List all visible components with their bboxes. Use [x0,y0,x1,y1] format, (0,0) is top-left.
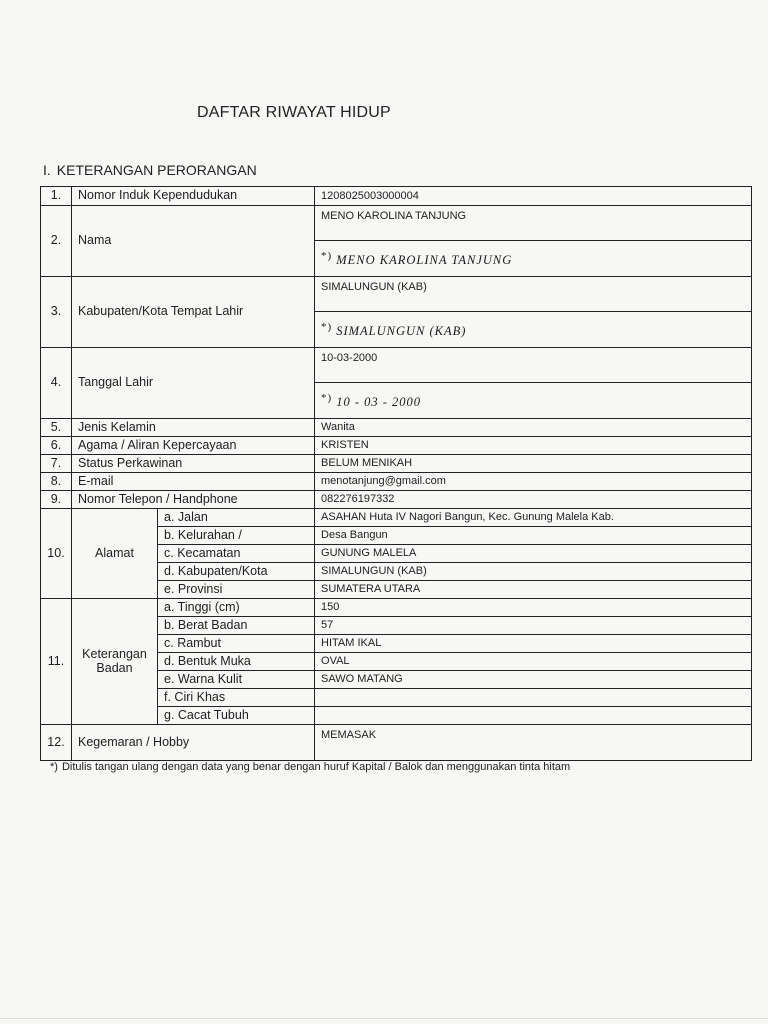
field-value-nama: MENO KAROLINA TANJUNG [315,206,752,241]
field-label: Status Perkawinan [72,455,315,473]
field-label: Nomor Induk Kependudukan [72,187,315,206]
table-row [41,419,752,437]
section-number: I. [43,162,51,178]
row-number: 11. [41,599,72,725]
table-row [41,437,752,455]
row-number: 4. [41,348,72,419]
table-row [41,725,752,761]
row-number: 2. [41,206,72,277]
subfield-label: b. Kelurahan / [158,527,315,545]
subfield-label: c. Kecamatan [158,545,315,563]
field-value-agama: KRISTEN [315,437,752,455]
subfield-label: d. Kabupaten/Kota [158,563,315,581]
subfield-value: ASAHAN Huta IV Nagori Bangun, Kec. Gunung Malela Kab. [315,509,752,527]
subfield-label: f. Ciri Khas [158,689,315,707]
subfield-label: g. Cacat Tubuh [158,707,315,725]
subfield-value: OVAL [315,653,752,671]
subfield-label: e. Provinsi [158,581,315,599]
row-number: 6. [41,437,72,455]
footnote: *) Ditulis tangan ulang dengan data yang benar dengan huruf Kapital / Balok dan menggunakan tinta hitam [50,761,571,773]
handwritten-tanggal-lahir: *) 10 - 03 - 2000 [315,383,752,419]
subfield-value [315,707,752,725]
document-title: DAFTAR RIWAYAT HIDUP [197,104,391,121]
subfield-value [315,689,752,707]
field-value-tempat-lahir: SIMALUNGUN (KAB) [315,277,752,312]
section-title: KETERANGAN PERORANGAN [56,162,257,178]
field-label: Jenis Kelamin [72,419,315,437]
subfield-value: SUMATERA UTARA [315,581,752,599]
subfield-label: d. Bentuk Muka [158,653,315,671]
subfield-value: 57 [315,617,752,635]
table-row [41,509,752,527]
table-row [41,491,752,509]
field-value-status-perkawinan: BELUM MENIKAH [315,455,752,473]
table-row [41,473,752,491]
subfield-label: c. Rambut [158,635,315,653]
row-number: 3. [41,277,72,348]
subfield-label: a. Jalan [158,509,315,527]
subfield-label: e. Warna Kulit [158,671,315,689]
subfield-value: GUNUNG MALELA [315,545,752,563]
field-label: Keterangan Badan [72,599,158,725]
subfield-value: SIMALUNGUN (KAB) [315,563,752,581]
table-row [41,277,752,312]
row-number: 8. [41,473,72,491]
row-number: 1. [41,187,72,206]
field-label: Agama / Aliran Kepercayaan [72,437,315,455]
field-label: Kabupaten/Kota Tempat Lahir [72,277,315,348]
row-number: 9. [41,491,72,509]
row-number: 10. [41,509,72,599]
field-label: Nama [72,206,315,277]
field-value-hobby: MEMASAK [315,725,752,761]
field-label: Alamat [72,509,158,599]
row-number: 7. [41,455,72,473]
handwritten-nama: *) MENO KAROLINA TANJUNG [315,241,752,277]
subfield-label: a. Tinggi (cm) [158,599,315,617]
field-value-nik: 1208025003000004 [315,187,752,206]
field-label: Tanggal Lahir [72,348,315,419]
table-row [41,455,752,473]
field-label: Nomor Telepon / Handphone [72,491,315,509]
table-row [41,348,752,383]
row-number: 5. [41,419,72,437]
subfield-value: HITAM IKAL [315,635,752,653]
section-heading [43,162,257,178]
field-label: E-mail [72,473,315,491]
subfield-value: Desa Bangun [315,527,752,545]
table-row [41,599,752,617]
table-row [41,206,752,241]
handwritten-tempat-lahir: *) SIMALUNGUN (KAB) [315,312,752,348]
field-value-jenis-kelamin: Wanita [315,419,752,437]
scan-edge [0,1018,768,1019]
subfield-value: SAWO MATANG [315,671,752,689]
field-value-email: menotanjung@gmail.com [315,473,752,491]
field-label: Kegemaran / Hobby [72,725,315,761]
subfield-label: b. Berat Badan [158,617,315,635]
field-value-telepon: 082276197332 [315,491,752,509]
field-value-tanggal-lahir: 10-03-2000 [315,348,752,383]
biodata-table [40,186,752,761]
subfield-value: 150 [315,599,752,617]
row-number: 12. [41,725,72,761]
table-row [41,187,752,206]
